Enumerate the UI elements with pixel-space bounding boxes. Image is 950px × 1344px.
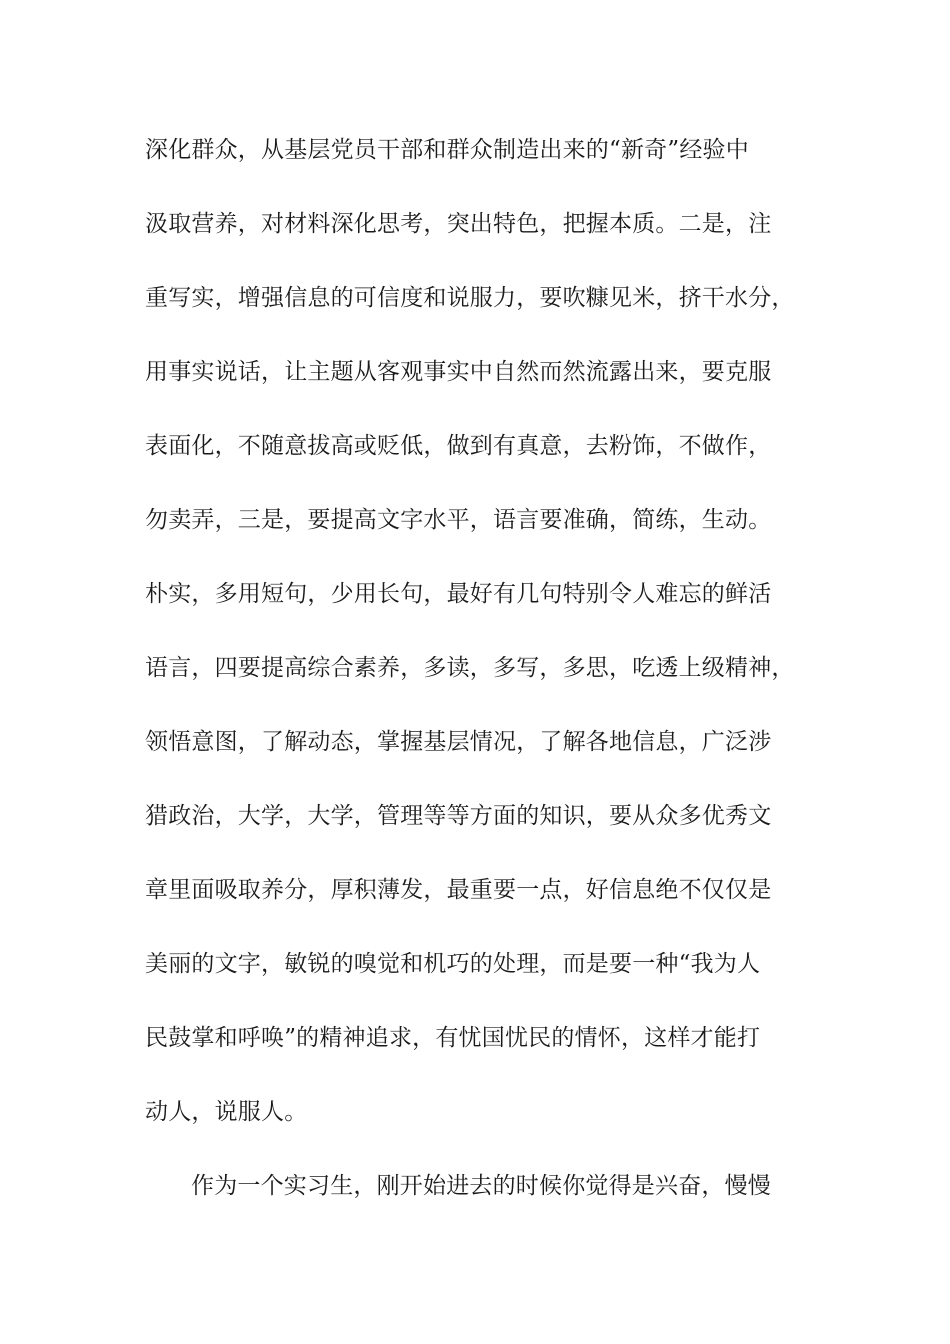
text-line: 章里面吸取养分，厚积薄发，最重要一点，好信息绝不仅仅是 bbox=[145, 877, 772, 903]
text-line: 汲取营养，对材料深化思考，突出特色，把握本质。二是，注 bbox=[145, 211, 772, 237]
text-line: 朴实，多用短句，少用长句，最好有几句特别令人难忘的鲜活 bbox=[145, 581, 772, 607]
text-line: 民鼓掌和呼唤”的精神追求，有忧国忧民的情怀，这样才能打 bbox=[145, 1025, 761, 1051]
text-line: 用事实说话，让主题从客观事实中自然而然流露出来，要克服 bbox=[145, 359, 772, 385]
text-line: 重写实，增强信息的可信度和说服力，要吹糠见米，挤干水分， bbox=[145, 285, 795, 311]
paragraph-first-line: 作为一个实习生，刚开始进去的时候你觉得是兴奋，慢慢 bbox=[191, 1173, 771, 1199]
document-body bbox=[145, 130, 825, 1240]
text-line: 表面化，不随意拔高或贬低，做到有真意，去粉饰，不做作， bbox=[145, 433, 772, 459]
text-line: 深化群众，从基层党员干部和群众制造出来的“新奇”经验中 bbox=[145, 137, 749, 163]
text-line: 动人，说服人。 bbox=[145, 1099, 308, 1125]
text-line: 美丽的文字，敏锐的嗅觉和机巧的处理，而是要一种“我为人 bbox=[145, 951, 761, 977]
text-line: 领悟意图，了解动态，掌握基层情况，了解各地信息，广泛涉 bbox=[145, 729, 772, 755]
text-line: 猎政治，大学，大学，管理等等方面的知识，要从众多优秀文 bbox=[145, 803, 772, 829]
text-line: 勿卖弄，三是，要提高文字水平，语言要准确，简练，生动。 bbox=[145, 507, 772, 533]
text-line: 语言，四要提高综合素养，多读，多写，多思，吃透上级精神， bbox=[145, 655, 795, 681]
